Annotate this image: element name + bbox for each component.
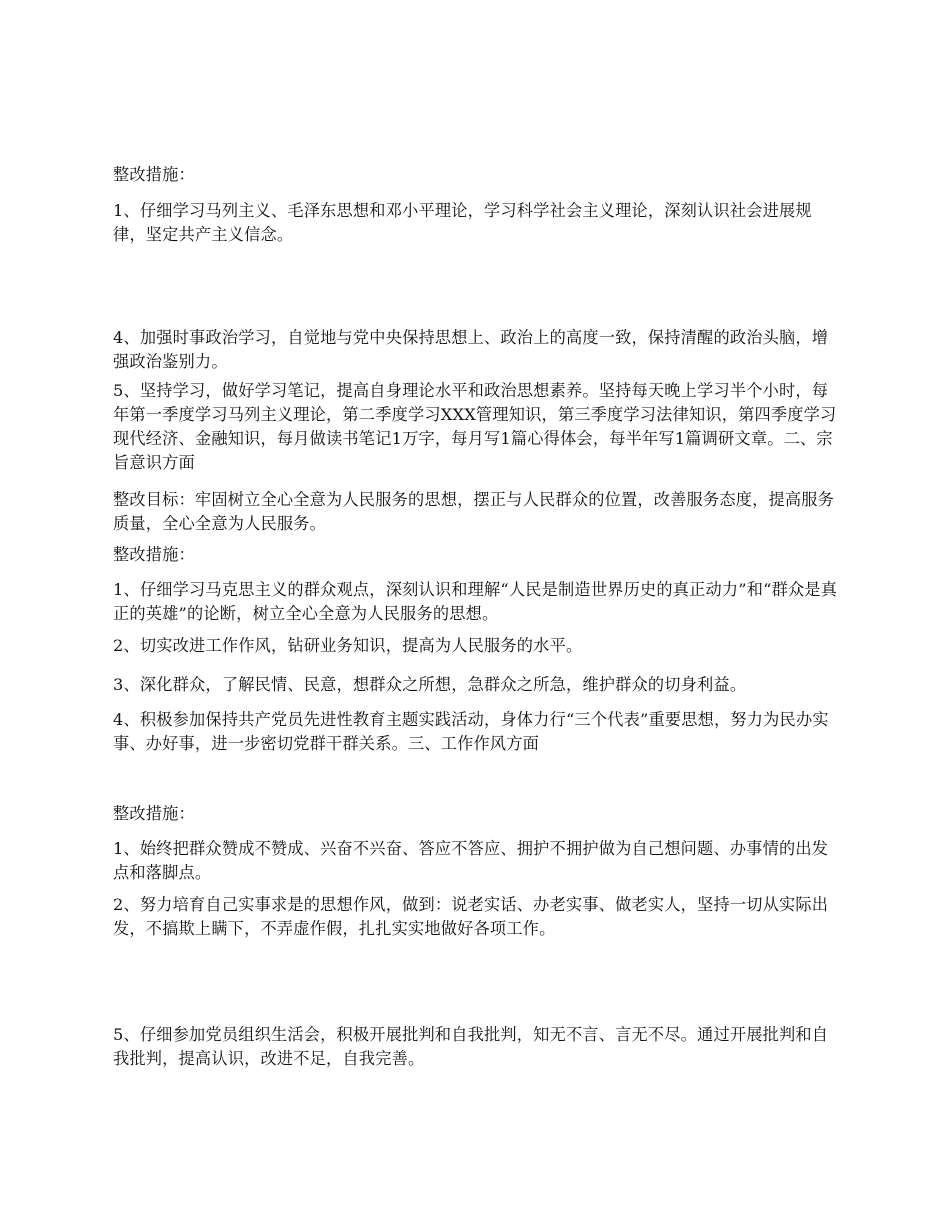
paragraph-heading-measures: 整改措施： xyxy=(113,165,195,184)
paragraph-item: 1、始终把群众赞成不赞成、兴奋不兴奋、答应不答应、拥护不拥护做为自己想问题、办事情的出发点和落脚点。 xyxy=(113,839,829,882)
paragraph-item: 5、坚持学习，做好学习笔记，提高自身理论水平和政治思想素养。坚持每天晚上学习半个小时，每年第一季度学习马列主义理论，第二季度学习XXX管理知识，第三季度学习法律知识，第四季度学习现代经济、金融知识，每月做读书笔记1万字，每月写1篇心得体会，每半年写1篇调研文章。二、宗旨意识方面 xyxy=(113,381,837,472)
paragraph-item: 4、积极参加保持共产党员先进性教育主题实践活动，身体力行“三个代表”重要思想，努力为民办实事、办好事，进一步密切党群干群关系。三、工作作风方面 xyxy=(113,710,829,753)
paragraph-item: 5、仔细参加党员组织生活会，积极开展批判和自我批判，知无不言、言无不尽。通过开展批判和自我批判，提高认识，改进不足，自我完善。 xyxy=(113,1025,829,1068)
paragraph-item: 2、努力培育自己实事求是的思想作风，做到：说老实话、办老实事、做老实人，坚持一切从实际出发，不搞欺上瞒下，不弄虚作假，扎扎实实地做好各项工作。 xyxy=(113,895,829,938)
paragraph-item: 4、加强时事政治学习，自觉地与党中央保持思想上、政治上的高度一致，保持清醒的政治头脑，增强政治鉴别力。 xyxy=(113,328,829,371)
paragraph-item: 1、仔细学习马列主义、毛泽东思想和邓小平理论，学习科学社会主义理论，深刻认识社会进展规律，坚定共产主义信念。 xyxy=(113,201,812,244)
paragraph-heading-measures: 整改措施： xyxy=(113,804,195,823)
paragraph-heading-measures: 整改措施： xyxy=(113,545,195,564)
paragraph-goal: 整改目标：牢固树立全心全意为人民服务的思想，摆正与人民群众的位置，改善服务态度，提高服务质量，全心全意为人民服务。 xyxy=(113,490,835,533)
paragraph-item: 3、深化群众，了解民情、民意，想群众之所想，急群众之所急，维护群众的切身利益。 xyxy=(113,675,747,694)
paragraph-item: 1、仔细学习马克思主义的群众观点，深刻认识和理解“人民是制造世界历史的真正动力”和“群众是真正的英雄”的论断，树立全心全意为人民服务的思想。 xyxy=(113,580,838,623)
paragraph-item: 2、切实改进工作作风，钻研业务知识，提高为人民服务的水平。 xyxy=(113,636,583,655)
